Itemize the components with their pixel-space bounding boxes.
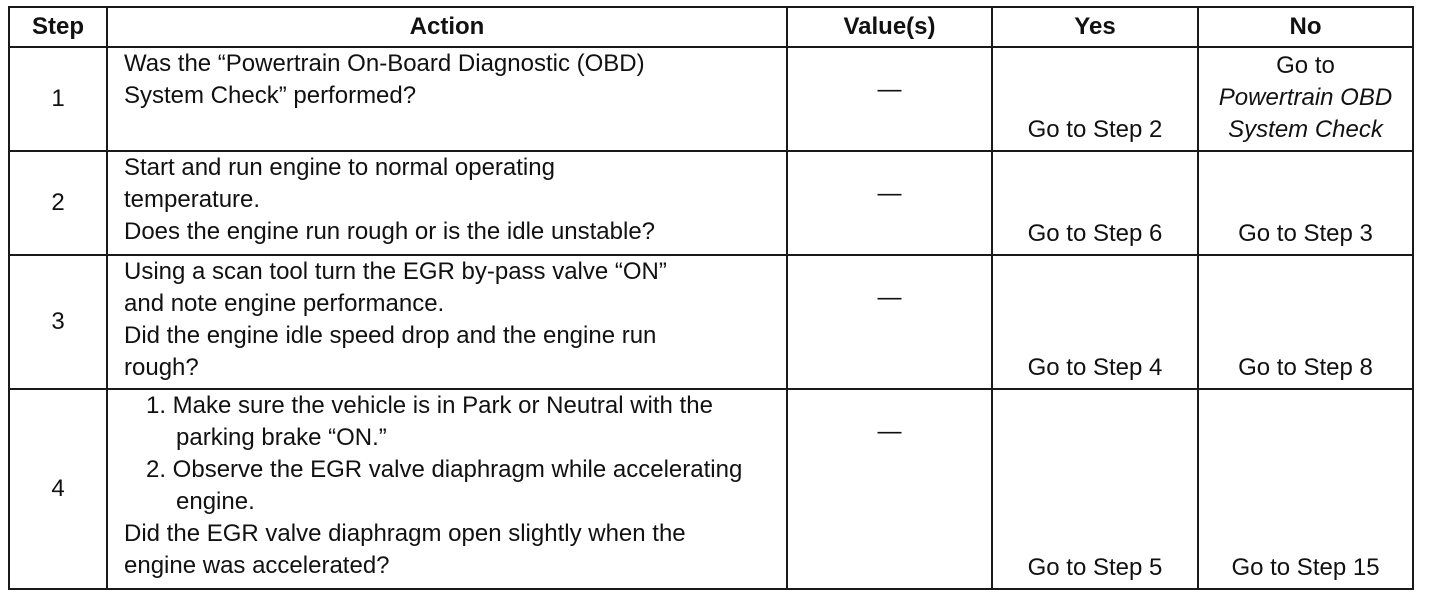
table-row: [9, 389, 1413, 589]
table-row: [9, 255, 1413, 389]
value-cell: [787, 47, 992, 151]
header-step: Step: [9, 7, 107, 47]
diagnostic-table: [8, 6, 1414, 590]
no-link[interactable]: Go to Step 8: [1238, 354, 1373, 381]
action-text: engine was accelerated?: [124, 552, 390, 579]
action-text: Did the engine idle speed drop and the engine run: [124, 322, 657, 349]
step-number: 2: [9, 151, 107, 255]
yes-cell: [992, 389, 1198, 589]
value-cell: [787, 255, 992, 389]
action-cell: [107, 389, 787, 589]
no-link-reference[interactable]: System Check: [1228, 116, 1383, 143]
header-action: Action: [107, 7, 787, 47]
header-no: No: [1198, 7, 1413, 47]
yes-link[interactable]: Go to Step 6: [1027, 220, 1163, 247]
action-text: Did the EGR valve diaphragm open slightly when the: [124, 520, 686, 547]
yes-cell: [992, 255, 1198, 389]
sub-step-item: 1. Make sure the vehicle is in Park or Neutral with the parking brake “ON.”: [146, 392, 713, 451]
header-row: [9, 7, 1413, 47]
value-dash: —: [877, 180, 902, 207]
action-cell: [107, 47, 787, 151]
no-cell: [1198, 255, 1413, 389]
sub-step-item: 2. Observe the EGR valve diaphragm while accelerating engine.: [146, 456, 743, 515]
value-dash: —: [877, 76, 902, 103]
sub-step-list: [124, 390, 776, 518]
no-link[interactable]: Go to Step 15: [1231, 554, 1380, 581]
no-link[interactable]: Go to: [1276, 52, 1335, 79]
action-text: and note engine performance.: [124, 290, 445, 317]
action-cell: [107, 151, 787, 255]
action-text: rough?: [124, 354, 199, 381]
diagnostic-table-container: [8, 6, 1414, 590]
yes-link[interactable]: Go to Step 2: [1027, 116, 1163, 143]
action-cell: [107, 255, 787, 389]
action-text: temperature.: [124, 186, 261, 213]
action-text: Using a scan tool turn the EGR by-pass valve “ON”: [124, 258, 667, 285]
action-text: Does the engine run rough or is the idle unstable?: [124, 218, 656, 245]
yes-link[interactable]: Go to Step 5: [1027, 554, 1163, 581]
header-yes: Yes: [992, 7, 1198, 47]
yes-cell: [992, 47, 1198, 151]
action-text: Start and run engine to normal operating: [124, 154, 555, 181]
value-cell: [787, 151, 992, 255]
table-row: [9, 47, 1413, 151]
value-dash: —: [877, 418, 902, 445]
table-row: [9, 151, 1413, 255]
value-dash: —: [877, 284, 902, 311]
step-number: 3: [9, 255, 107, 389]
yes-link[interactable]: Go to Step 4: [1027, 354, 1163, 381]
step-number: 4: [9, 389, 107, 589]
no-cell: [1198, 151, 1413, 255]
yes-cell: [992, 151, 1198, 255]
step-number: 1: [9, 47, 107, 151]
no-cell: [1198, 389, 1413, 589]
action-text: Was the “Powertrain On-Board Diagnostic (OBD): [124, 50, 645, 77]
action-text: System Check” performed?: [124, 82, 417, 109]
header-values: Value(s): [787, 7, 992, 47]
no-link-reference[interactable]: Powertrain OBD: [1218, 84, 1393, 111]
no-cell: [1198, 47, 1413, 151]
no-link[interactable]: Go to Step 3: [1238, 220, 1373, 247]
value-cell: [787, 389, 992, 589]
